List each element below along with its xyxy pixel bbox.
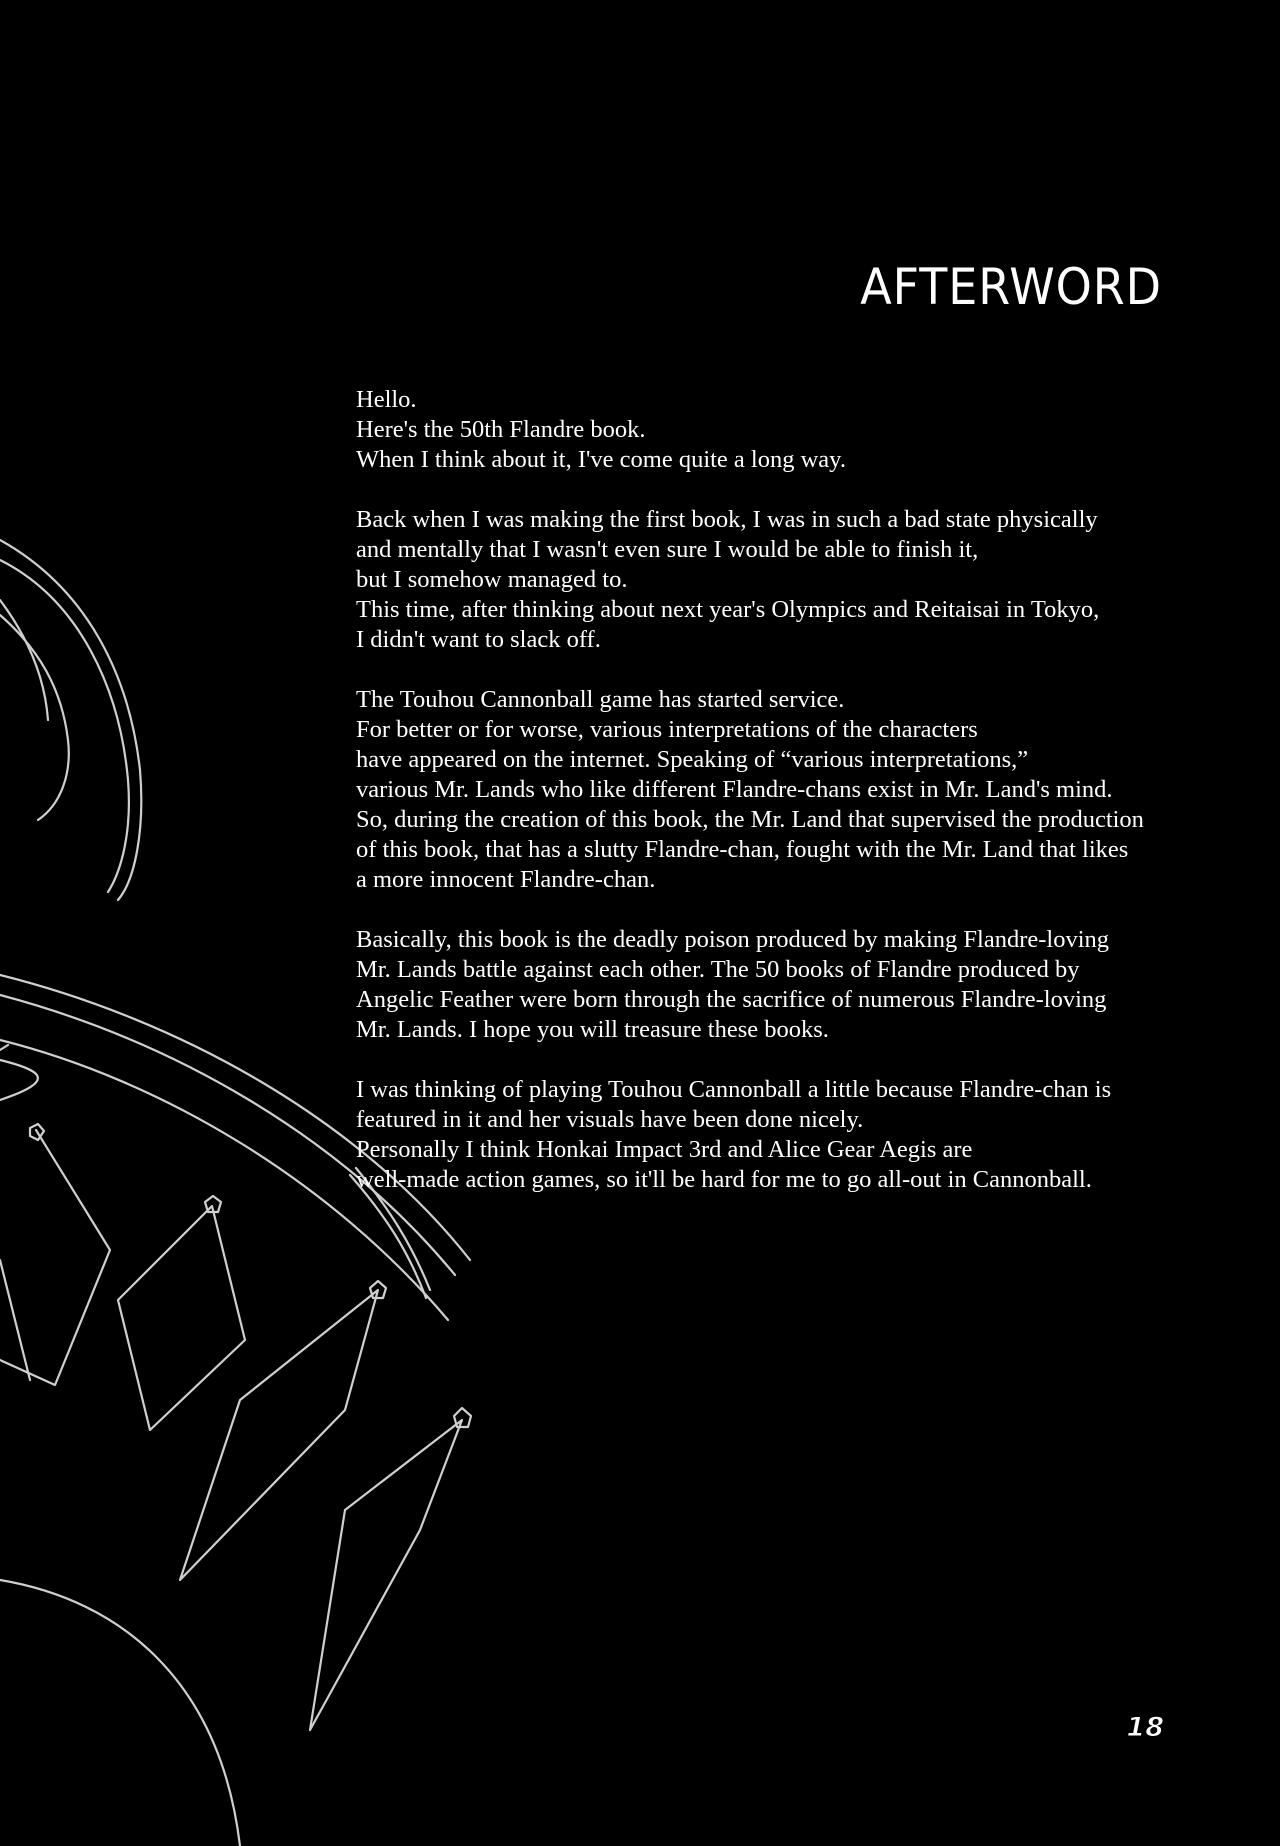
text-line: but I somehow managed to. — [356, 566, 628, 593]
text-line: For better or for worse, various interpretations of the characters — [356, 716, 978, 743]
page-number: 18 — [1126, 1712, 1164, 1743]
text-line: Personally I think Honkai Impact 3rd and Alice Gear Aegis are — [356, 1136, 973, 1163]
paragraph — [356, 385, 1236, 475]
text-line: I didn't want to slack off. — [356, 626, 601, 653]
text-line: Here's the 50th Flandre book. — [356, 416, 646, 443]
text-line: Back when I was making the first book, I was in such a bad state physically — [356, 506, 1098, 533]
text-line: a more innocent Flandre-chan. — [356, 866, 656, 893]
paragraph — [356, 1075, 1236, 1195]
afterword-body — [356, 385, 1236, 1195]
text-line: Mr. Lands. I hope you will treasure these books. — [356, 1016, 829, 1043]
text-line: well-made action games, so it'll be hard for me to go all-out in Cannonball. — [356, 1166, 1092, 1193]
text-line: and mentally that I wasn't even sure I would be able to finish it, — [356, 536, 979, 563]
text-line: The Touhou Cannonball game has started service. — [356, 686, 845, 713]
text-line: So, during the creation of this book, the Mr. Land that supervised the production — [356, 806, 1144, 833]
text-line: Hello. — [356, 386, 417, 413]
text-line: of this book, that has a slutty Flandre-chan, fought with the Mr. Land that likes — [356, 836, 1129, 863]
text-line: Angelic Feather were born through the sacrifice of numerous Flandre-loving — [356, 986, 1107, 1013]
text-line: have appeared on the internet. Speaking of “various interpretations,” — [356, 746, 1029, 773]
text-line: Basically, this book is the deadly poison produced by making Flandre-loving — [356, 926, 1110, 953]
text-line: various Mr. Lands who like different Flandre-chans exist in Mr. Land's mind. — [356, 776, 1113, 803]
paragraph — [356, 685, 1236, 895]
paragraph — [356, 505, 1236, 655]
text-line: featured in it and her visuals have been done nicely. — [356, 1106, 864, 1133]
text-line: I was thinking of playing Touhou Cannonball a little because Flandre-chan is — [356, 1076, 1112, 1103]
text-line: This time, after thinking about next year's Olympics and Reitaisai in Tokyo, — [356, 596, 1100, 623]
paragraph — [356, 925, 1236, 1045]
text-line: When I think about it, I've come quite a long way. — [356, 446, 846, 473]
page-title: AFTERWORD — [860, 258, 1162, 316]
text-line: Mr. Lands battle against each other. The 50 books of Flandre produced by — [356, 956, 1080, 983]
